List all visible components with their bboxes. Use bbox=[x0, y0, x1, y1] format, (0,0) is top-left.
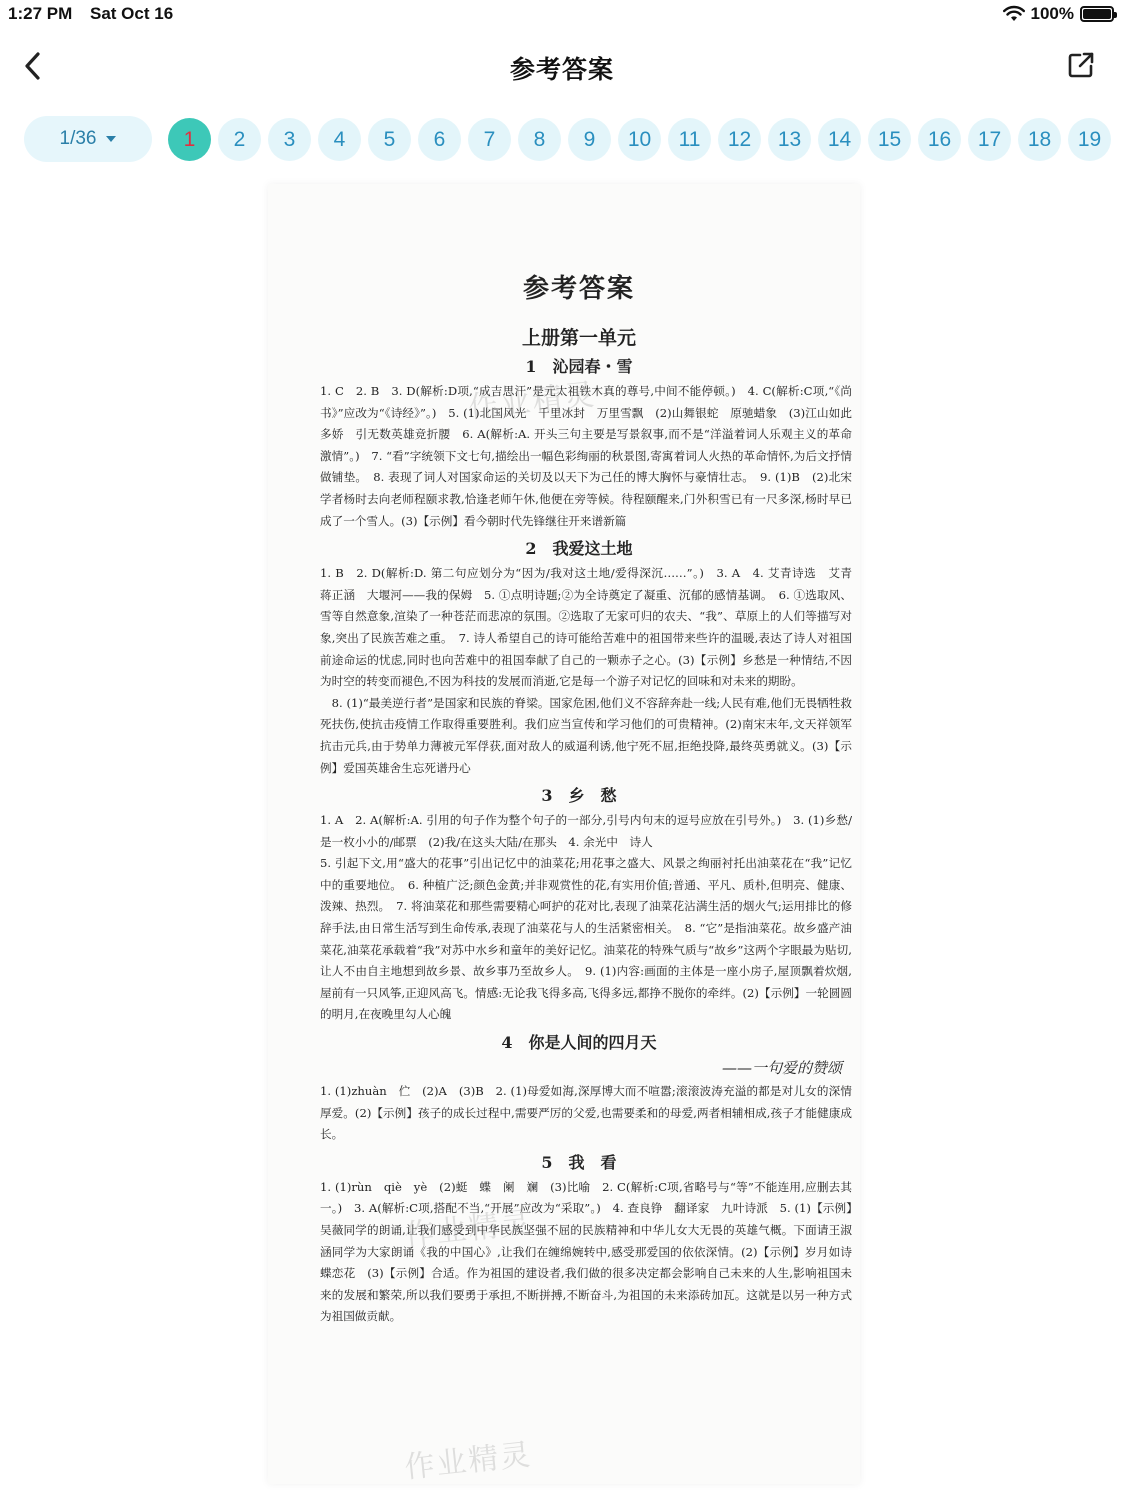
lesson-title: 1 沁园春・雪 bbox=[525, 357, 633, 376]
page-chip-2[interactable]: 2 bbox=[218, 118, 261, 161]
page-chip-11[interactable]: 11 bbox=[668, 118, 711, 161]
nav-bar bbox=[0, 34, 1124, 98]
answer-paragraph: 1. (1)rùn qiè yè (2)蜓 蝶 阑 斓 (3)比喻 2. C(解析:C项,省略号与“等”不能连用,应删去其一。) 3. A(解析:C项,搭配不当,“开展”应改为“采取”。) 4. 查良铮 翻译家 九叶诗派 5. (1)【示例】吴薇同学的朗诵,让我们感受到中华民族坚强不屈的民族精神和中华儿女大无畏的英雄气概。下面请王淑涵同学为大家朗诵《我的中国心》,让我们在缠绵婉转中,感受那爱国的依依深情。(2)【示例】岁月如诗蝶恋花 (3)【示例】合适。作为祖国的建设者,我们做的很多决定都会影响自己未来的人生,影响祖国未来的发展和繁荣,所以我们要勇于承担,不断拼搏,不断奋斗,为祖国的未来添砖加瓦。这就是以另一种方式为祖国做贡献。 bbox=[320, 1179, 852, 1324]
page-chip-15[interactable]: 15 bbox=[868, 118, 911, 161]
lesson-subtitle: ——一句爱的赞颂 bbox=[721, 1059, 842, 1078]
lesson-title: 5 我 看 bbox=[541, 1152, 617, 1172]
answer-paragraph: 1. A 2. A(解析:A. 引用的句子作为整个句子的一部分,引号内句末的逗号应放在引号外。) 3. (1)乡愁/是一枚小小的/邮票 (2)我/在这头大陆/在那头 4. 余光中 诗人 5. 引起下文,用“盛大的花事”引出记忆中的油菜花;用花事之盛大、风景之绚丽衬托出油菜花在“我”记忆中的重要地位。 6. 种植广泛;颜色金黄;并非观赏性的花,有实用价值;普通、平凡、质朴,但明亮、健康、泼辣、热烈。 7. 将油菜花和那些需要精心呵护的花对比,表现了油菜花沾满生活的烟火气;运用排比的修辞手法,由日常生活写到生命传承,表现了油菜花与人的生活紧密相关。 8. “它”是指油菜花。故乡盛产油菜花,油菜花承载着“我”对苏中水乡和童年的美好记忆。油菜花的特殊气质与“故乡”这两个字眼最为贴切,让人不由自主地想到故乡景、故乡事乃至故乡人。 9. (1)内容:画面的主体是一座小房子,屋顶飘着炊烟,屋前有一只风筝,正迎风高飞。情感:无论我飞得多高,飞得多远,都挣不脱你的牵绊。(2)【示例】一轮圆圆的明月,在夜晚里勾人心魄 bbox=[320, 813, 852, 1022]
status-indicators bbox=[1003, 4, 1114, 24]
watermark: 作业精灵 bbox=[402, 1205, 534, 1254]
battery-icon bbox=[1080, 6, 1114, 22]
lesson-list bbox=[320, 354, 852, 1328]
page-chip-7[interactable]: 7 bbox=[468, 118, 511, 161]
wifi-icon bbox=[1003, 6, 1025, 22]
page-chip-12[interactable]: 12 bbox=[718, 118, 761, 161]
page-selector-strip bbox=[0, 116, 1124, 164]
page-chip-4[interactable]: 4 bbox=[318, 118, 361, 161]
document-title: 参考答案 bbox=[522, 274, 635, 304]
page-chip-16[interactable]: 16 bbox=[918, 118, 961, 161]
page-chip-1[interactable]: 1 bbox=[168, 118, 211, 161]
watermark: 作业精灵 bbox=[466, 377, 598, 426]
caret-down-icon bbox=[106, 136, 116, 142]
page-chip-14[interactable]: 14 bbox=[818, 118, 861, 161]
page-dropdown-label: 1/36 bbox=[59, 128, 97, 149]
page-chip-5[interactable]: 5 bbox=[368, 118, 411, 161]
page-chip-list bbox=[168, 118, 1111, 161]
lesson-title: 4 你是人间的四月天 bbox=[501, 1033, 657, 1053]
status-date: Sat Oct 16 bbox=[90, 4, 174, 23]
page-chip-10[interactable]: 10 bbox=[618, 118, 661, 161]
status-time: 1:27 PM bbox=[8, 4, 73, 23]
answer-paragraph: 1. B 2. D(解析:D. 第二句应划分为“因为/我对这土地/爱得深沉……”。) 3. A 4. 艾青诗选 艾青 蒋正涵 大堰河——我的保姆 5. ①点明诗题;②为全诗奠定了凝重、沉郁的感情基调。 6. ①选取风、雪等自然意象,渲染了一种苍茫而悲凉的氛围。②选取了无家可归的农夫、“我”、草原上的人们等描写对象,突出了民族苦难之重。 7. 诗人希望自己的诗可能给苦难中的祖国带来些许的温暖,表达了诗人对祖国前途命运的忧虑,同时也向苦难中的祖国奉献了自己的一颗赤子之心。(3)【示例】乡愁是一种情结,不因为时空的转变而褪色,不因为科技的发展而消逝,它是每一个游子对记忆的回味和对未来的期盼。 8. (1)“最美逆行者”是国家和民族的脊梁。国家危困,他们义不容辞奔赴一线;人民有难,他们无畏牺牲救死扶伤,使抗击疫情工作取得重要胜利。我们应当宣传和学习他们的可贵精神。(2)南宋末年,文天祥领军抗击元兵,由于势单力薄被元军俘获,面对敌人的威逼利诱,他宁死不屈,拒绝投降,最终英勇就义。(3)【示例】爱国英雄舍生忘死谱丹心 bbox=[320, 566, 852, 775]
share-icon bbox=[1067, 51, 1095, 79]
status-bar bbox=[0, 0, 1124, 30]
share-button[interactable] bbox=[1064, 48, 1098, 82]
unit-title: 上册第一单元 bbox=[521, 327, 636, 349]
page-dropdown[interactable] bbox=[24, 116, 152, 162]
watermark: 作业精灵 bbox=[402, 1437, 534, 1486]
page-chip-9[interactable]: 9 bbox=[568, 118, 611, 161]
page-chip-18[interactable]: 18 bbox=[1018, 118, 1061, 161]
page-chip-17[interactable]: 17 bbox=[968, 118, 1011, 161]
answer-paragraph: 1. (1)zhuàn 伫 (2)A (3)B 2. (1)母爱如海,深厚博大而不喧嚣;滚滚波涛充溢的都是对儿女的深情厚爱。(2)【示例】孩子的成长过程中,需要严厉的父爱,也需要柔和的母爱,两者相辅相成,孩子才能健康成长。 bbox=[320, 1084, 852, 1142]
battery-percent: 100% bbox=[1030, 4, 1074, 23]
page-chip-3[interactable]: 3 bbox=[268, 118, 311, 161]
lesson-title: 3 乡 愁 bbox=[541, 786, 617, 806]
answer-paragraph: 1. C 2. B 3. D(解析:D项,“成吉思汗”是元太祖铁木真的尊号,中间不能停顿。) 4. C(解析:C项,“《尚书》”应改为“《诗经》”。) 5. (1)北国风光 千里冰封 万里雪飘 (2)山舞银蛇 原驰蜡象 (3)江山如此多娇 引无数英雄竞折腰 6. A(解析:A. 开头三句主要是写景叙事,而不是“洋溢着词人乐观主义的革命激情”。) 7. “看”字统领下文七句,描绘出一幅色彩绚丽的秋景图,寄寓着词人火热的革命情怀,为后文抒情做铺垫。 8. 表现了词人对国家命运的关切及以天下为己任的博大胸怀与豪情壮志。 9. (1)B (2)北宋学者杨时去向老师程颐求教,恰逢老师午休,他便在旁等候。待程颐醒来,门外积雪已有一尺多深,杨时早已成了一个雪人。(3)【示例】看今朝时代先锋继往开来谱新篇 bbox=[320, 384, 852, 528]
page-chip-19[interactable]: 19 bbox=[1068, 118, 1111, 161]
answer-content bbox=[320, 264, 852, 1332]
page-title: 参考答案 bbox=[509, 55, 614, 84]
answer-page-image bbox=[268, 184, 860, 1484]
page-chip-13[interactable]: 13 bbox=[768, 118, 811, 161]
page-chip-6[interactable]: 6 bbox=[418, 118, 461, 161]
lesson-title: 2 我爱这土地 bbox=[525, 539, 633, 559]
page-chip-8[interactable]: 8 bbox=[518, 118, 561, 161]
